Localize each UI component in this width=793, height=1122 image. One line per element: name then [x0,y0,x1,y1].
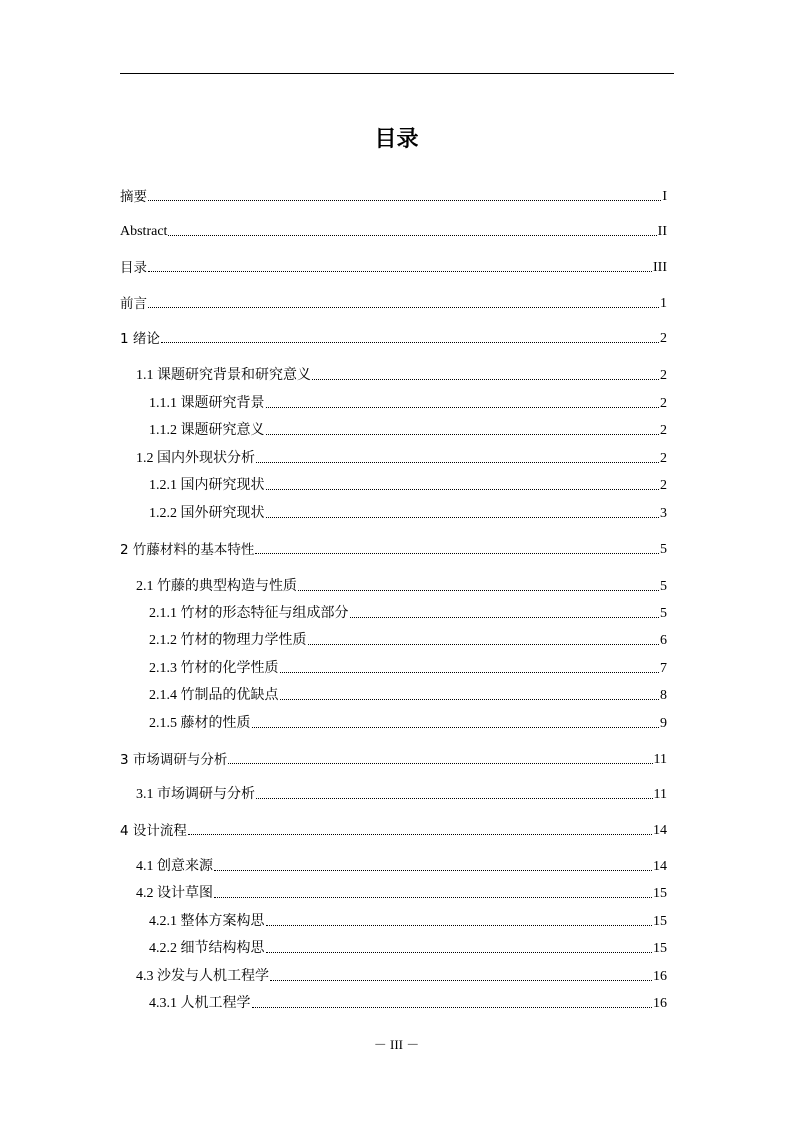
dot-leader [350,617,660,618]
dot-leader [266,407,660,408]
toc-entry[interactable] [149,630,667,650]
toc-entry-page: 9 [660,716,667,731]
header-rule [120,73,674,74]
dot-leader [266,952,653,953]
toc-entry[interactable] [149,503,667,523]
page-title: 目录 [374,127,419,152]
toc-entry-label: 目录 [120,260,147,276]
page-number-footer: － III － [373,1037,420,1052]
dot-leader [308,644,660,645]
toc-entry[interactable] [149,685,667,705]
toc-entry-page: 16 [653,996,667,1011]
toc-entry[interactable] [136,365,667,385]
toc-entry[interactable] [149,475,667,495]
dot-leader [252,727,660,728]
dot-leader [252,1007,653,1008]
toc-entry[interactable] [136,784,667,804]
dot-leader [266,489,660,490]
dot-leader [161,342,659,343]
dot-leader [266,925,653,926]
toc-entry-label: 4.2 设计草图 [136,886,213,901]
toc-entry-label: 2.1.2 竹材的物理力学性质 [149,633,307,648]
toc-entry[interactable] [149,603,667,623]
toc-entry-page: 2 [660,396,667,411]
dot-leader [214,897,652,898]
toc-entry[interactable] [120,221,667,241]
dot-leader [214,870,652,871]
toc-entry-label: 4.1 创意来源 [136,859,213,874]
toc-entry-page: 3 [660,506,667,521]
toc-entry[interactable] [120,186,667,206]
toc-entry-page: 16 [653,969,667,984]
toc-entry-label: 摘要 [120,189,147,205]
toc-entry-label: 1.1 课题研究背景和研究意义 [136,368,311,383]
dot-leader [148,271,652,272]
toc-entry-page: 5 [660,542,667,557]
toc-entry[interactable] [120,820,667,840]
toc-entry-page: 8 [660,688,667,703]
toc-entry[interactable] [149,393,667,413]
toc-entry[interactable] [136,966,667,986]
toc-entry-page: 15 [653,914,667,929]
toc-entry-label: 1.1.1 课题研究背景 [149,396,265,411]
toc-entry-page: 11 [653,752,667,767]
toc-entry-label: 1.2 国内外现状分析 [136,451,255,466]
toc-entry[interactable] [120,749,667,769]
dot-leader [228,763,652,764]
toc-entry-label: 2.1 竹藤的典型构造与性质 [136,579,297,594]
toc-entry[interactable] [149,993,667,1013]
dot-leader [298,590,659,591]
toc-entry-page: 2 [660,478,667,493]
toc-entry-page: 6 [660,633,667,648]
dot-leader [148,307,659,308]
toc-entry-label: 3 市场调研与分析 [120,752,228,768]
toc-entry-page: 1 [660,296,667,311]
toc-entry-page: 2 [660,331,667,346]
toc-entry-page: 2 [660,423,667,438]
toc-entry-label: 2.1.4 竹制品的优缺点 [149,688,279,703]
toc-entry-page: 15 [653,886,667,901]
dot-leader [270,980,652,981]
toc-entry[interactable] [136,576,667,596]
toc-entry[interactable] [136,856,667,876]
dot-leader [148,200,661,201]
toc-entry-page: I [662,189,667,204]
dot-leader [266,434,660,435]
toc-entry-page: 2 [660,368,667,383]
toc-entry-label: 4 设计流程 [120,823,187,839]
toc-entry-label: 2.1.1 竹材的形态特征与组成部分 [149,606,349,621]
toc-entry[interactable] [149,420,667,440]
toc-entry-label: 4.3 沙发与人机工程学 [136,969,269,984]
toc-entry-label: 1.1.2 课题研究意义 [149,423,265,438]
toc-entry-page: 5 [660,606,667,621]
dot-leader [280,672,660,673]
toc-entry[interactable] [120,293,667,313]
dot-leader [256,462,659,463]
dot-leader [188,834,652,835]
toc-entry-page: III [653,260,667,275]
toc-entry[interactable] [136,448,667,468]
dot-leader [256,798,653,799]
toc-entry-page: II [657,224,667,239]
toc-entry[interactable] [120,539,667,559]
dot-leader [266,517,660,518]
toc-entry-label: 2.1.3 竹材的化学性质 [149,661,279,676]
toc-entry-label: Abstract [120,224,168,239]
toc-entry-label: 1.2.1 国内研究现状 [149,478,265,493]
toc-entry-page: 15 [653,941,667,956]
toc-entry[interactable] [120,257,667,277]
toc-entry-label: 2.1.5 藤材的性质 [149,716,251,731]
toc-entry-label: 前言 [120,296,147,312]
toc-entry-page: 5 [660,579,667,594]
dot-leader [255,553,659,554]
toc-entry[interactable] [120,328,667,348]
toc-entry-page: 7 [660,661,667,676]
toc-entry-label: 1.2.2 国外研究现状 [149,506,265,521]
toc-entry-page: 14 [653,859,667,874]
dot-leader [168,235,656,236]
toc-entry[interactable] [136,883,667,903]
toc-entry-page: 11 [653,787,667,802]
toc-entry-label: 4.2.1 整体方案构思 [149,914,265,929]
toc-entry[interactable] [149,938,667,958]
toc-entry-label: 2 竹藤材料的基本特性 [120,542,255,558]
dot-leader [312,379,659,380]
toc-entry-label: 1 绪论 [120,331,160,347]
toc-entry-page: 2 [660,451,667,466]
toc-entry-label: 4.3.1 人机工程学 [149,996,251,1011]
toc-entry-label: 3.1 市场调研与分析 [136,787,255,802]
toc-entry-label: 4.2.2 细节结构构思 [149,941,265,956]
toc-entry[interactable] [149,713,667,733]
toc-entry[interactable] [149,658,667,678]
toc-entry[interactable] [149,911,667,931]
toc-entry-page: 14 [653,823,667,838]
dot-leader [280,699,660,700]
